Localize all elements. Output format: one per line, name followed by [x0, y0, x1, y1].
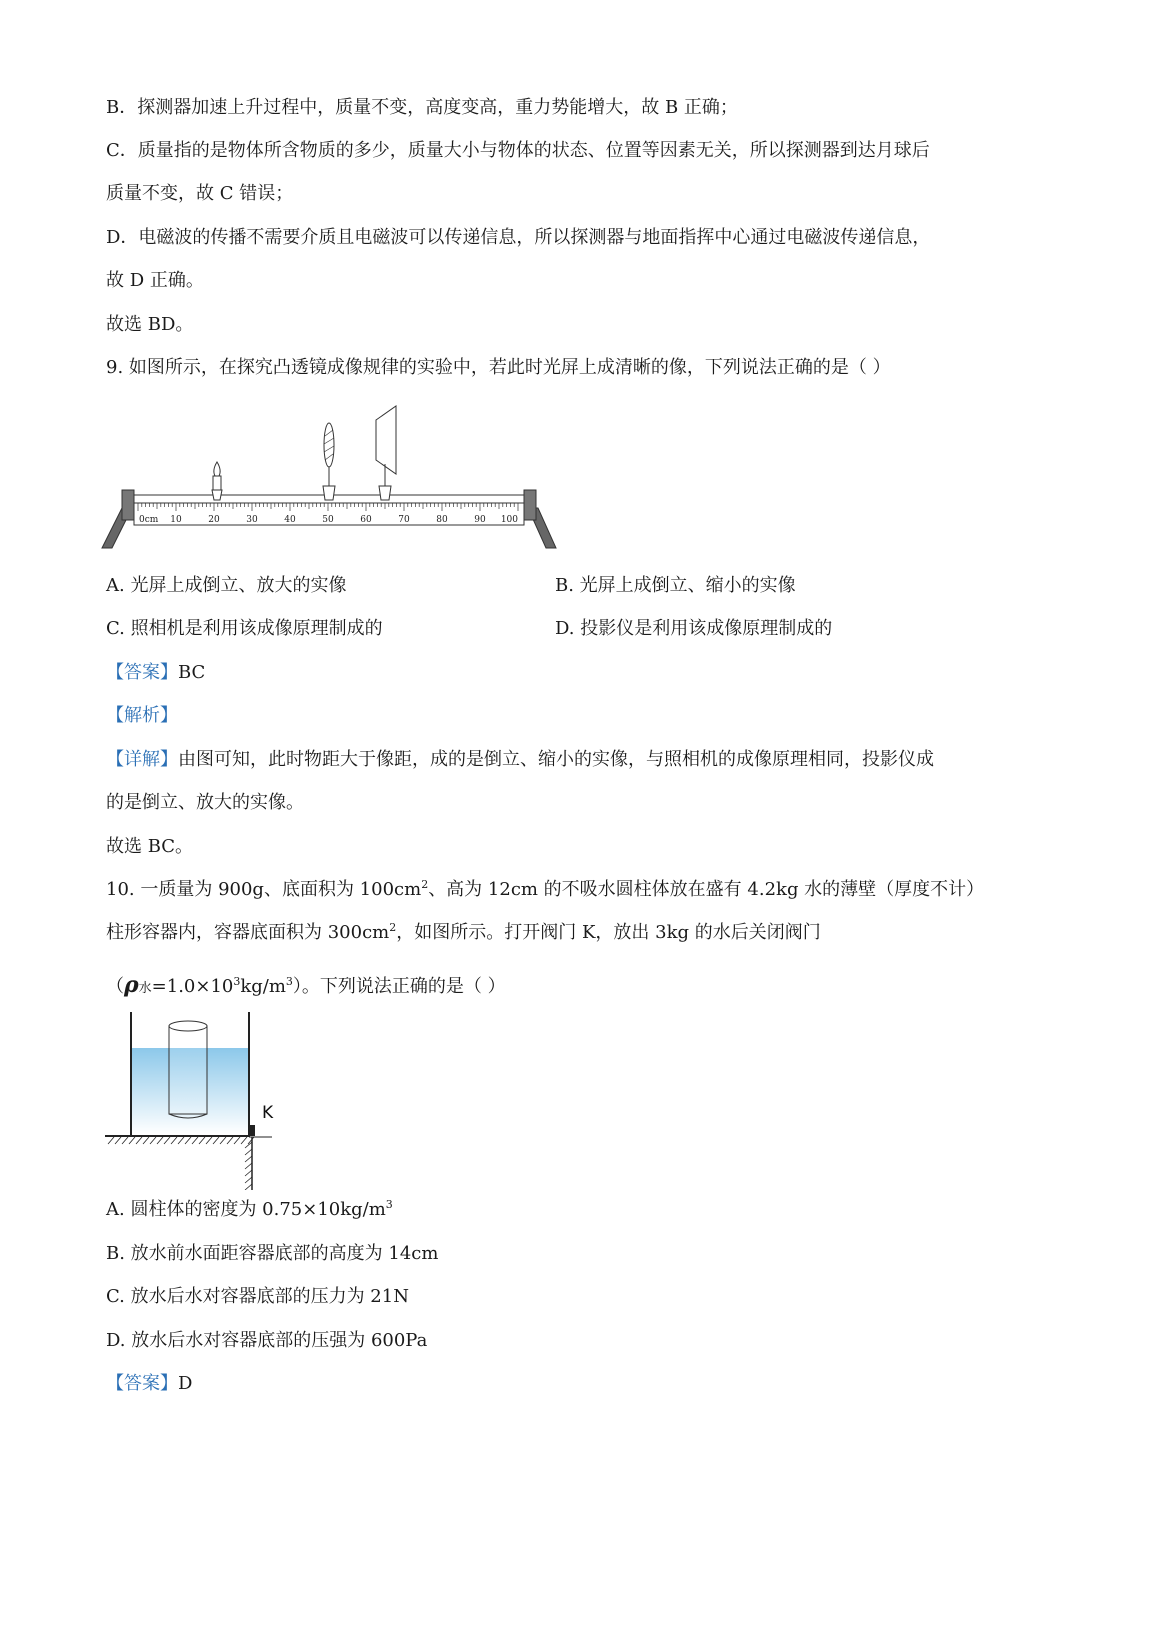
- q9-choice: 故选 BC。: [106, 836, 194, 857]
- scale-tick-label: 10: [170, 515, 182, 525]
- q9-option-a: A. 光屏上成倒立、放大的实像: [106, 575, 347, 596]
- hatch-line: [227, 1137, 233, 1144]
- q10-stem-line2: [106, 921, 1046, 945]
- q10-answer: [106, 1372, 1046, 1396]
- q9-answer: [106, 661, 1046, 685]
- hatch-line: [143, 1137, 149, 1144]
- scale-tick-label: 80: [436, 515, 448, 525]
- hatch-line: [220, 1137, 226, 1144]
- superscript: 3: [385, 1198, 393, 1211]
- hatch-line: [115, 1137, 121, 1144]
- q10-option-c: C. 放水后水对容器底部的压力为 21N: [106, 1286, 409, 1307]
- optical-bench-figure: [100, 400, 565, 560]
- answer-tag: 【答案】: [106, 662, 178, 683]
- bench-right-end: [524, 490, 536, 520]
- rho-symbol: ρ: [124, 972, 139, 998]
- q8-option-d-explanation-line1: D．电磁波的传播不需要介质且电磁波可以传递信息，所以探测器与地面指挥中心通过电磁波传递信息，: [106, 227, 931, 248]
- convex-lens-icon: [323, 423, 335, 500]
- q10-option-a: [106, 1198, 1046, 1222]
- hatch-line: [129, 1137, 135, 1144]
- bench-left-end: [122, 490, 134, 520]
- scale-tick-label: 90: [474, 515, 486, 525]
- scale-tick-label: 100: [500, 515, 518, 525]
- q9-analysis-tag: [106, 704, 1046, 728]
- q10-option-b: B. 放水前水面距容器底部的高度为 14cm: [106, 1243, 439, 1264]
- hatch-line: [206, 1137, 212, 1144]
- hatch-line: [245, 1156, 252, 1162]
- hatch-line: [245, 1149, 252, 1155]
- q8-option-c-explanation-line1: C．质量指的是物体所含物质的多少，质量大小与物体的状态、位置等因素无关，所以探测器到达月球后: [106, 140, 930, 161]
- hatch-line: [108, 1137, 114, 1144]
- hatch-line: [245, 1163, 252, 1169]
- paren-open: （: [106, 976, 124, 997]
- hatch-line: [178, 1137, 184, 1144]
- container-figure: [100, 1012, 300, 1190]
- q10-stem-text-c: 柱形容器内，容器底面积为 300cm: [106, 922, 390, 943]
- q9-detail-line2: 的是倒立、放大的实像。: [106, 792, 304, 813]
- scale-tick-label: 40: [284, 515, 296, 525]
- q8-option-d-explanation-line2: 故 D 正确。: [106, 270, 204, 291]
- q10-stem-text-a: 10. 一质量为 900g、底面积为 100cm: [106, 879, 422, 900]
- detail-tag: 【详解】: [106, 749, 178, 770]
- superscript: 3: [233, 975, 241, 988]
- density-text-a: =1.0×10: [151, 976, 234, 997]
- q10-option-d: D. 放水后水对容器底部的压强为 600Pa: [106, 1330, 428, 1351]
- scale-tick-label: 70: [398, 515, 410, 525]
- hatch-line: [245, 1170, 252, 1176]
- option-a-text: A. 圆柱体的密度为 0.75×10kg/m: [106, 1199, 386, 1220]
- q8-option-c-explanation-line2: 质量不变，故 C 错误；: [106, 183, 294, 204]
- scale-tick-label: 20: [208, 515, 220, 525]
- hatch-line: [199, 1137, 205, 1144]
- q10-stem-line3: [106, 973, 1046, 1001]
- scale-tick-label: 30: [246, 515, 258, 525]
- hatch-line: [150, 1137, 156, 1144]
- q9-stem: 9. 如图所示，在探究凸透镜成像规律的实验中，若此时光屏上成清晰的像，下列说法正确的是（ ）: [106, 357, 891, 378]
- hatch-line: [157, 1137, 163, 1144]
- hatch-line: [245, 1177, 252, 1183]
- density-text-b: kg/m: [240, 976, 286, 997]
- scale-tick-label: 60: [360, 515, 372, 525]
- hatch-line: [136, 1137, 142, 1144]
- q8-choice: 故选 BD。: [106, 314, 194, 335]
- q10-stem-text-d: ，如图所示。打开阀门 K，放出 3kg 的水后关闭阀门: [396, 922, 821, 943]
- q8-option-b-explanation: B．探测器加速上升过程中，质量不变，高度变高，重力势能增大，故 B 正确；: [106, 97, 738, 118]
- q10-stem-line1: [106, 878, 1046, 902]
- analysis-tag: 【解析】: [106, 705, 178, 726]
- q9-option-b: B. 光屏上成倒立、缩小的实像: [555, 575, 796, 596]
- hatch-line: [241, 1137, 247, 1144]
- q9-option-d: D. 投影仪是利用该成像原理制成的: [555, 618, 833, 639]
- hatch-line: [245, 1184, 252, 1190]
- hatch-line: [164, 1137, 170, 1144]
- cylinder-shape: [169, 1021, 207, 1118]
- hatch-line: [171, 1137, 177, 1144]
- hatch-line: [122, 1137, 128, 1144]
- valve-label: K: [262, 1103, 274, 1123]
- answer-tag: 【答案】: [106, 1373, 178, 1394]
- density-text-c: ）。下列说法正确的是（ ）: [292, 976, 506, 997]
- scale-tick-label: 0cm: [139, 515, 159, 525]
- q9-detail-line1: [106, 748, 1046, 772]
- superscript: 3: [285, 975, 293, 988]
- q9-option-c: C. 照相机是利用该成像原理制成的: [106, 618, 383, 639]
- superscript: 2: [389, 921, 397, 934]
- hatch-line: [213, 1137, 219, 1144]
- floor-hatching: [108, 1137, 254, 1190]
- detail-text: 由图可知，此时物距大于像距，成的是倒立、缩小的实像，与照相机的成像原理相同，投影仪成: [178, 749, 934, 770]
- superscript: 2: [421, 878, 429, 891]
- valve-icon: [249, 1125, 272, 1190]
- hatch-line: [192, 1137, 198, 1144]
- hatch-line: [185, 1137, 191, 1144]
- q10-stem-text-b: 、高为 12cm 的不吸水圆柱体放在盛有 4.2kg 水的薄壁（厚度不计）: [428, 879, 985, 900]
- light-screen-icon: [376, 406, 396, 500]
- answer-value: D: [178, 1373, 193, 1394]
- rho-subscript: 水: [138, 981, 152, 996]
- hatch-line: [234, 1137, 240, 1144]
- answer-value: BC: [178, 662, 206, 683]
- candle-icon: [212, 462, 222, 500]
- scale-tick-label: 50: [322, 515, 334, 525]
